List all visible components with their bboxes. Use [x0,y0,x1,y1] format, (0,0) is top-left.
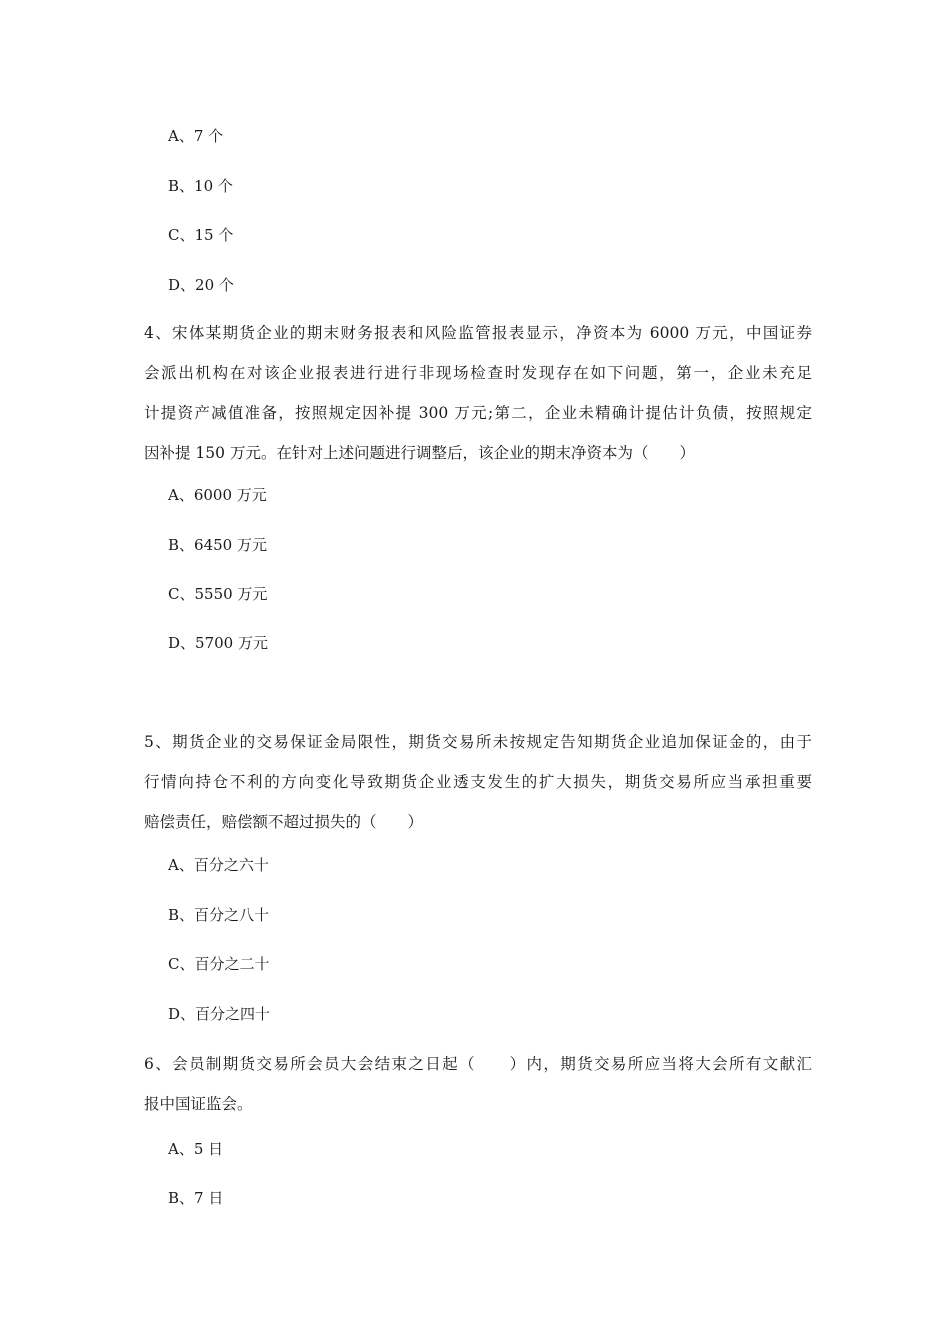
q5-option-d: D、百分之四十 [168,1005,271,1023]
q4-stem-line: 会派出机构在对该企业报表进行进行非现场检查时发现存在如下问题，第一，企业未充足 [144,364,812,382]
q3-option-a: A、7 个 [168,127,224,145]
q5-option-c: C、百分之二十 [168,955,270,973]
q5-option-b: B、百分之八十 [168,906,270,924]
q4-option-a: A、6000 万元 [168,486,267,504]
q4-option-d: D、5700 万元 [168,634,268,652]
q6-stem-line: 报中国证监会。 [144,1095,253,1113]
q5-stem-line: 5、期货企业的交易保证金局限性，期货交易所未按规定告知期货企业追加保证金的，由于 [144,733,812,751]
q6-stem [144,1054,812,1134]
q4-stem-line: 4、宋体某期货企业的期末财务报表和风险监管报表显示，净资本为 6000 万元，中国证券 [144,324,812,342]
q4-option-c: C、5550 万元 [168,585,268,603]
q6-option-a: A、5 日 [168,1140,224,1158]
q3-option-d: D、20 个 [168,276,234,294]
q5-stem [144,732,812,852]
q6-option-b: B、7 日 [168,1189,224,1207]
q6-stem-line: 6、会员制期货交易所会员大会结束之日起（ ）内，期货交易所应当将大会所有文献汇 [144,1055,812,1073]
q4-stem-line: 因补提 150 万元。在针对上述问题进行调整后，该企业的期末净资本为（ ） [144,444,695,462]
q4-option-b: B、6450 万元 [168,536,267,554]
q5-stem-line: 行情向持仓不利的方向变化导致期货企业透支发生的扩大损失，期货交易所应当承担重要 [144,773,812,791]
q3-option-b: B、10 个 [168,177,233,195]
q4-stem [144,323,812,483]
q5-stem-line: 赔偿责任，赔偿额不超过损失的（ ） [144,813,424,831]
q3-option-c: C、15 个 [168,226,234,244]
q5-option-a: A、百分之六十 [168,856,269,874]
q4-stem-line: 计提资产减值准备，按照规定因补提 300 万元;第二，企业未精确计提估计负债，按照规定 [144,404,812,422]
